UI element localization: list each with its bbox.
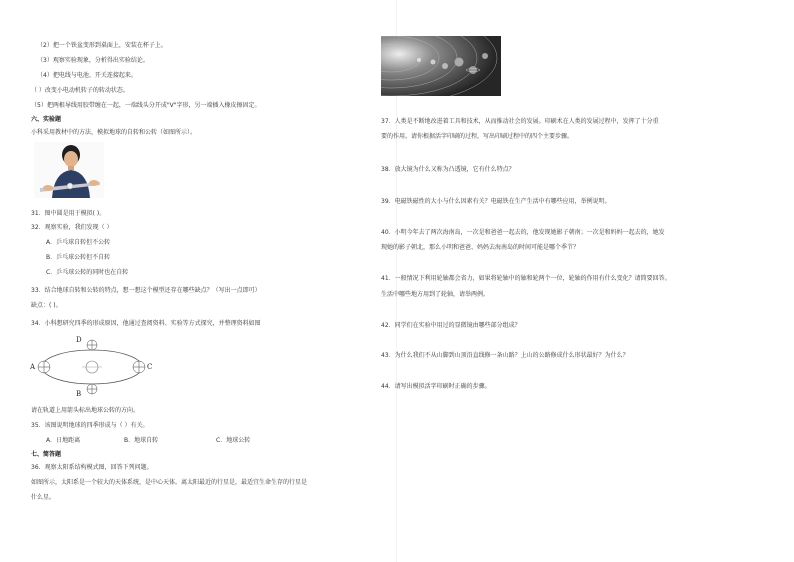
option-b: B．地球自转 [124,437,159,444]
text-line: 什么星。 [31,494,56,501]
text-line: 39．电磁铁磁性的大小与什么因素有关？电磁铁在生产生活中有哪些应用，举例说明。 [381,198,611,205]
boy-model-photo [34,142,104,198]
left-column [0,0,395,562]
option-c: C．乒乓球公转的同时也在自转 [46,269,129,276]
text-line: 37．人类是不断地改进着工具和技术，从而推动社会的发展。印刷术在人类的发展过程中，发挥了十分重 [381,118,659,125]
section-heading: 七、简答题 [31,451,62,458]
label-c: C [147,363,153,371]
text-line: （5）把两根导线用胶带缠在一起，一端线头分开成"V"字形，另一端插入橡皮擦固定。 [31,102,261,109]
solar-system-image [381,36,501,96]
text-line: 42．同学们在实验中用过的显微镜由哪些部分组成？ [381,322,521,329]
label-a: A [30,363,36,371]
option-c: C．地球公转 [216,437,251,444]
text-line: 生活中哪些地方用到了轮轴，请举两例。 [381,291,490,298]
text-line: （3）观察实验现象，分析得出实验结论。 [37,57,149,64]
option-b: B．乒乓球公转但不自转 [46,254,111,261]
text-line: 40．小明今年去了两次海南岛，一次是和爸爸一起去的，他发现她影子朝南；一次是和妈妈一起去的，她发 [381,229,665,236]
text-line: 32．观察实验，我们发现（ ） [31,224,113,231]
label-b: B [76,390,82,398]
label-d: D [76,336,82,344]
text-line: 现她的影子朝北，那么小明和爸爸、妈妈去海南岛的时间可能是哪个季节？ [381,244,580,251]
text-line: 38．放大镜为什么又称为凸透镜，它有什么特点？ [381,166,515,173]
text-line: （4）把电线与电池、开关连接起来。 [37,72,137,79]
text-line: 41．一般情况下利用轮轴都会省力，如果将轮轴中的轴和轮两个一位，轮轴的作用有什么变化？请简要回答。 [381,275,671,282]
text-line: 36．观察太阳系结构模式图，回答下列问题。 [31,464,153,471]
text-line: 33．结合地球自转和公转的特点，想一想这个模型还存在哪些缺点？（写出一点即可） [31,287,261,294]
text-line: 缺点：( )。 [31,302,62,309]
right-column [381,0,794,562]
text-line: 小科采用教材中的方法，模拟地球的自转和公转（如图所示）。 [31,129,197,136]
section-heading: 六、实验题 [31,116,62,123]
text-line: （2）把一个铁盆变形到桌面上，安装在杯子上。 [37,42,167,49]
text-line: 31．图中圆是用于模拟( )。 [31,210,106,217]
text-line: （ ）改变小电动机转子的转动状态。 [31,87,129,94]
text-line: 43．为什么我们不从山脚到山顶沿直线修一条山路？上山的公路修成什么形状最好？为什么？ [381,352,629,359]
text-line: 要的作用。请你根据活字印刷的过程，写出印刷过程中的四个主要步骤。 [381,133,574,140]
seasons-orbit-diagram [30,334,154,398]
text-line: 35．该图说明地球的四季形成与（ ）有关。 [31,422,149,429]
text-line: 44．请写出模拟活字印刷时正确的步骤。 [381,383,491,390]
text-line: 34．小科想研究四季的形成原因，他通过查阅资料、实验等方式探究，并整理资料如图 [31,320,261,327]
option-a: A．乒乓球自转但不公转 [46,239,111,246]
text-line: 如图所示，太阳系是一个较大的天体系统，是中心天体。离太阳最近的行星是，最适宜生命生存的行星是 [31,479,308,486]
option-a: A．日地距离 [46,437,81,444]
text-line: 请在轨道上用箭头标出地球公转的方向。 [31,407,140,414]
